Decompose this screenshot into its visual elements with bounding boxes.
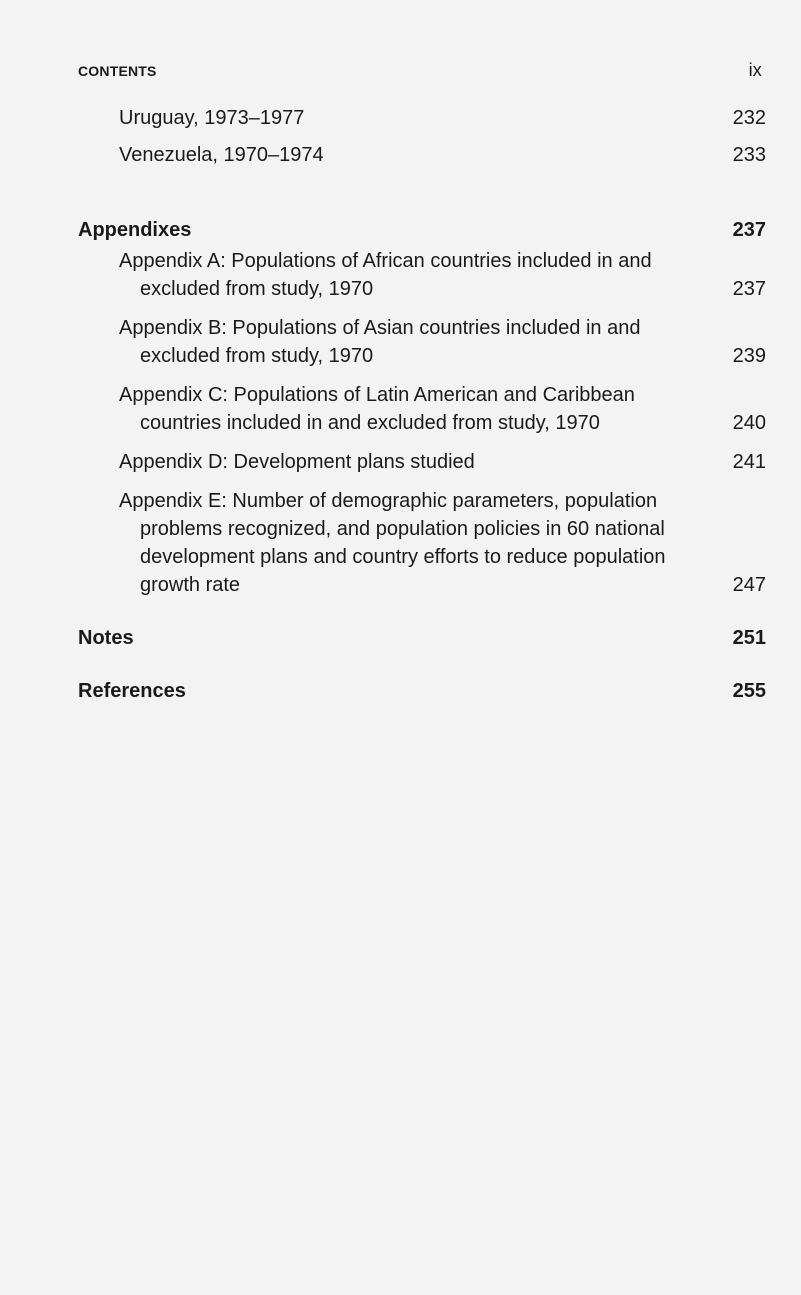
- toc-entry-page: 251: [732, 627, 766, 649]
- toc-entry-title: Appendix B: Populations of Asian countries included in and excluded from study, 1970: [119, 317, 641, 367]
- toc-entry-appendix-e: [78, 487, 766, 599]
- toc-entry-title: Appendix D: Development plans studied: [119, 451, 475, 473]
- toc-entry-title: Appendix A: Populations of African countries included in and excluded from study, 1970: [119, 250, 652, 300]
- toc-entry-uruguay: [78, 104, 766, 132]
- page-number: ix: [748, 60, 762, 80]
- toc-entry-title: Notes: [78, 627, 134, 649]
- toc-entry-title: Appendixes: [78, 219, 192, 241]
- table-of-contents: [78, 104, 766, 705]
- toc-entry-appendix-b: [78, 314, 766, 370]
- toc-entry-page: 241: [732, 451, 766, 473]
- toc-entry-page: 239: [732, 345, 766, 367]
- running-head-title: CONTENTS: [78, 63, 157, 79]
- toc-entry-page: 247: [732, 574, 766, 596]
- toc-entry-title: Venezuela, 1970–1974: [119, 144, 324, 166]
- toc-entry-notes: [78, 624, 766, 652]
- toc-entry-title: References: [78, 680, 186, 702]
- toc-entry-appendixes: [78, 216, 766, 244]
- toc-entry-appendix-c: [78, 381, 766, 437]
- toc-entry-page: 232: [732, 107, 766, 129]
- toc-entry-page: 237: [732, 219, 766, 241]
- toc-entry-title: Appendix C: Populations of Latin American and Caribbean countries included in and excluded from study, 1970: [119, 384, 635, 434]
- toc-entry-page: 237: [732, 278, 766, 300]
- toc-entry-title: Uruguay, 1973–1977: [119, 107, 305, 129]
- toc-entry-title: Appendix E: Number of demographic parameters, population problems recognized, and population policies in 60 national development plans and country efforts to reduce population growth rate: [119, 490, 666, 596]
- toc-entry-page: 240: [732, 412, 766, 434]
- toc-entry-appendix-a: [78, 247, 766, 303]
- toc-entry-appendix-d: [78, 448, 766, 476]
- running-head: [78, 58, 762, 82]
- toc-entry-references: [78, 677, 766, 705]
- toc-entry-page: 255: [732, 680, 766, 702]
- toc-entry-page: 233: [732, 144, 766, 166]
- toc-entry-venezuela: [78, 141, 766, 169]
